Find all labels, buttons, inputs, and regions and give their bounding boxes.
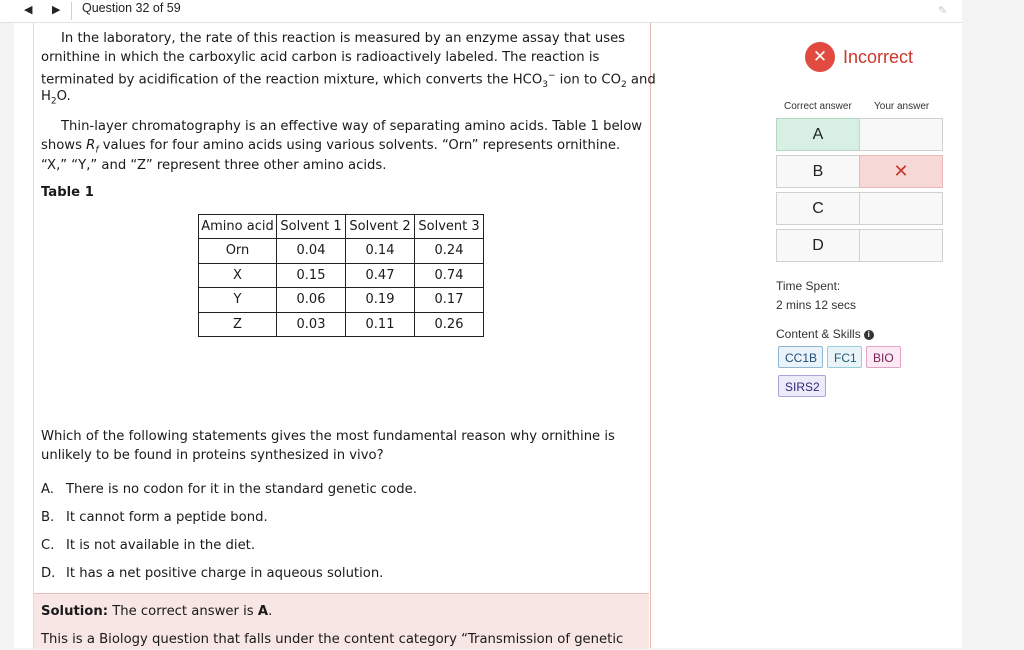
annotate-icon[interactable]: ✎: [938, 4, 948, 17]
your-answer-a: [859, 118, 943, 151]
table-header-row: [199, 215, 484, 239]
solution-explanation: This is a Biology question that falls under the content category “Transmission of genetic: [41, 632, 624, 647]
table-cell: 0.74: [415, 263, 484, 288]
correct-answer-a: A: [776, 118, 860, 151]
choice-letter: D.: [41, 566, 56, 581]
choice-text: It has a net positive charge in aqueous solution.: [66, 566, 384, 581]
incorrect-icon: ✕: [805, 42, 835, 72]
choice-text: It is not available in the diet.: [66, 538, 256, 553]
table-cell: Y: [199, 288, 277, 313]
correct-answer-b: B: [776, 155, 860, 188]
your-answer-header: Your answer: [874, 101, 930, 112]
question-stem-line: Which of the following statements gives the most fundamental reason why ornithine is: [41, 429, 615, 444]
choice-text: It cannot form a peptide bond.: [66, 510, 268, 525]
table-cell: Z: [199, 312, 277, 337]
passage-line: $H_2O$.: [41, 89, 71, 107]
choice-text: There is no codon for it in the standard genetic code.: [66, 482, 417, 497]
question-stem-line: unlikely to be found in proteins synthesized in vivo?: [41, 448, 384, 463]
table-cell: 0.04: [277, 239, 346, 264]
your-answer-c: [859, 192, 943, 225]
answer-choice-b[interactable]: [41, 510, 268, 525]
table-cell: 0.03: [277, 312, 346, 337]
table-row: [199, 263, 484, 288]
table-row: [199, 312, 484, 337]
table-header-cell: Solvent 1: [277, 215, 346, 239]
table-cell: 0.24: [415, 239, 484, 264]
skill-tag[interactable]: SIRS2: [778, 375, 826, 397]
correct-answer-c: C: [776, 192, 860, 225]
passage-line: shows $R_f$ values for four amino acids using various solvents. “Orn” represents ornithine.: [41, 138, 621, 156]
passage-line: ornithine in which the carboxylic acid carbon is radioactively labeled. The reaction is: [41, 50, 600, 65]
your-answer-d: [859, 229, 943, 262]
table-row: [199, 288, 484, 313]
previous-question-icon[interactable]: ◀: [24, 3, 33, 16]
table-cell: X: [199, 263, 277, 288]
table-row: [199, 239, 484, 264]
table-header-cell: Solvent 2: [346, 215, 415, 239]
result-status: Incorrect: [843, 47, 914, 67]
table-cell: 0.11: [346, 312, 415, 337]
solution-label: Solution:: [41, 604, 109, 619]
solution-line: Solution: The correct answer is A.: [41, 604, 273, 619]
passage-line: In the laboratory, the rate of this reaction is measured by an enzyme assay that uses: [61, 31, 626, 46]
table-cell: 0.06: [277, 288, 346, 313]
answer-choice-a[interactable]: [41, 482, 417, 497]
table-header-cell: Amino acid: [199, 215, 277, 239]
wrong-answer-icon: ✕: [893, 161, 909, 181]
answer-choice-d[interactable]: [41, 566, 383, 581]
table-cell: 0.47: [346, 263, 415, 288]
choice-letter: C.: [41, 538, 55, 553]
right-gutter: [962, 0, 1024, 648]
solution-answer: A: [257, 604, 269, 619]
table-cell: 0.17: [415, 288, 484, 313]
rf-values-table: [198, 214, 484, 337]
correct-answer-d: D: [776, 229, 860, 262]
correct-answer-header: Correct answer: [784, 101, 852, 112]
table-cell: 0.14: [346, 239, 415, 264]
skill-tag[interactable]: FC1: [827, 346, 862, 368]
top-bar: [0, 0, 962, 23]
passage-line: terminated by acidification of the reaction mixture, which converts the $HCO_3^-$ ion to $CO_2$ and: [41, 71, 656, 91]
table-cell: 0.19: [346, 288, 415, 313]
choice-letter: B.: [41, 510, 55, 525]
table-cell: 0.15: [277, 263, 346, 288]
time-spent-value: 2 mins 12 secs: [776, 298, 857, 312]
passage-line: “X,” “Y,” and “Z” represent three other amino acids.: [41, 158, 387, 173]
question-counter: Question 32 of 59: [82, 1, 181, 15]
table-cell: Orn: [199, 239, 277, 264]
table-header-cell: Solvent 3: [415, 215, 484, 239]
your-answer-b: [859, 155, 943, 188]
time-spent-label: Time Spent:: [776, 279, 841, 293]
table-title: Table 1: [41, 185, 94, 200]
answer-choice-c[interactable]: [41, 538, 255, 553]
table-cell: 0.26: [415, 312, 484, 337]
choice-letter: A.: [41, 482, 54, 497]
skill-tag[interactable]: CC1B: [778, 346, 823, 368]
divider: [71, 2, 72, 20]
next-question-icon[interactable]: ▶: [52, 3, 61, 16]
skill-tag[interactable]: BIO: [866, 346, 901, 368]
content-skills-label: Content & Skills i: [776, 327, 874, 341]
passage-line: Thin-layer chromatography is an effective way of separating amino acids. Table 1 below: [61, 119, 643, 134]
info-icon[interactable]: i: [864, 330, 874, 340]
